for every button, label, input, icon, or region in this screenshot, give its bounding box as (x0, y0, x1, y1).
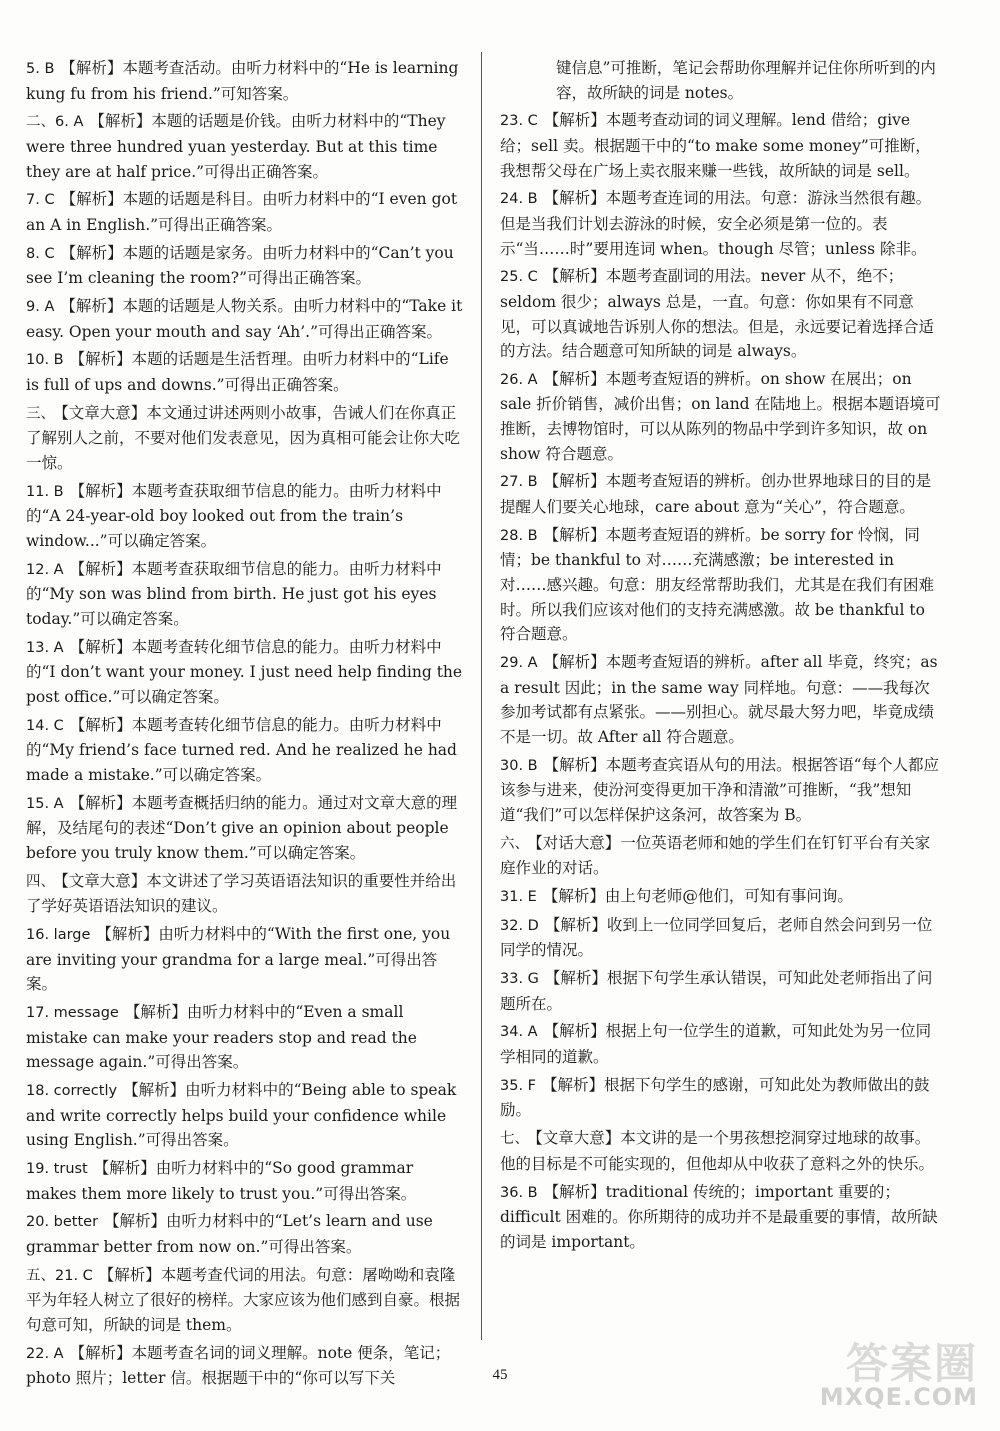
answer-explanation: 【解析】根据上句一位学生的道歉，可知此处为另一位同学相同的道歉。 (500, 1022, 932, 1066)
answer-explanation: 【解析】本题考查连词的用法。句意：游泳当然很有趣。但是当我们计划去游泳的时候，安全必须是第一位的。表示“当……时”要用连词 when。though 尽管；unless 除非。 (500, 189, 932, 258)
answer-number: 二、6. A (26, 114, 84, 131)
answer-explanation: 【解析】本题考查转化细节信息的能力。由听力材料中的“My friend’s face turned red. And he realized he had made a mistake.”可以确定答案。 (26, 715, 457, 784)
answer-entry (500, 913, 942, 963)
answer-entry (26, 187, 466, 237)
answer-number: 22. A (26, 1345, 64, 1362)
answer-explanation: 【解析】traditional 传统的；important 重要的；difficult 困难的。你所期待的成功并不是最重要的事情，故所缺的词是 important。 (500, 1182, 938, 1251)
answer-explanation: 【解析】本题考查名词的词义理解。note 便条，笔记；photo 照片；letter 信。根据题干中的“你可以写下关 (26, 1343, 451, 1388)
answer-explanation: 【解析】由听力材料中的“Being able to speak and write correctly helps build your confidence while using English.”可得出答案。 (26, 1080, 457, 1150)
answer-number: 七、 (500, 1131, 529, 1148)
answer-number: 23. C (500, 113, 538, 130)
answer-explanation: 【文章大意】本文讲述了学习英语语法知识的重要性并给出了学好英语语法知识的建议。 (26, 871, 457, 916)
answer-number: 四、 (26, 873, 55, 890)
answer-entry (500, 1073, 942, 1123)
answer-explanation: 【文章大意】本文通过讲述两则小故事，告诫人们在你真正了解别人之前，不要对他们发表意见，因为真相可能会让你大吃一惊。 (26, 403, 461, 473)
answer-number: 12. A (26, 561, 64, 578)
answer-number: 16. large (26, 927, 91, 944)
answer-entry (26, 1000, 466, 1075)
answer-entry (26, 1209, 466, 1259)
answer-entry (26, 241, 466, 291)
answer-entry (26, 109, 466, 184)
answer-explanation: 【解析】由听力材料中的“Even a small mistake can make your readers stop and read the message again.”可得出答案。 (26, 1003, 417, 1072)
answer-entry (500, 884, 942, 910)
answer-number: 14. C (26, 717, 64, 734)
answer-explanation: 【解析】由上句老师@他们，可知有事问询。 (542, 886, 853, 905)
answer-explanation: 【解析】根据下句学生的感谢，可知此处为教师做出的鼓励。 (500, 1075, 930, 1120)
answer-number: 8. C (26, 245, 55, 262)
answer-number: 7. C (26, 192, 55, 209)
answer-number: 13. A (26, 639, 64, 656)
answer-number: 三、 (26, 405, 55, 422)
answer-entry (500, 56, 942, 105)
answer-number: 28. B (500, 527, 538, 544)
answer-number: 34. A (500, 1024, 538, 1041)
answer-entry (500, 1180, 942, 1255)
answer-entry (26, 791, 466, 866)
answer-explanation: 【解析】本题考查转化细节信息的能力。由听力材料中的“I don’t want your money. I just need help finding the post office.”可以确定答案。 (26, 637, 463, 706)
answer-entry (26, 869, 466, 919)
answer-entry (500, 469, 942, 519)
answer-number: 35. F (500, 1077, 537, 1094)
watermark-text: 答案圈 (845, 1339, 978, 1388)
answer-number: 25. C (500, 269, 538, 286)
answer-explanation: 【解析】本题的话题是科目。由听力材料中的“I even got an A in English.”可得出正确答案。 (26, 190, 458, 234)
watermark-url: MXQE.COM (819, 1383, 978, 1411)
answer-number: 18. correctly (26, 1082, 118, 1099)
answer-number: 5. B (26, 61, 55, 77)
answer-entry (500, 1019, 942, 1069)
answer-explanation: 【文章大意】本文讲的是一个男孩想挖洞穿过地球的故事。他的目标是不可能实现的，但他却从中收获了意料之外的快乐。 (500, 1129, 935, 1173)
answer-explanation: 【解析】本题的话题是人物关系。由听力材料中的“Take it easy. Open your mouth and say ‘Ah’.”可得出正确答案。 (26, 297, 463, 341)
answer-explanation: 【解析】本题考查短语的辨析。be sorry for 怜悯，同情；be thankful to 对……充满感激；be interested in 对……感兴趣。句意：朋友经常帮助我们，尤其是在我们有困难时。所以我们应该对他们的支持充满感激。故 be thankful to 符合题意。 (500, 525, 935, 644)
watermark-logo (790, 1341, 978, 1413)
answer-number: 六、 (500, 835, 529, 852)
answer-entry (26, 713, 466, 788)
answer-number: 17. message (26, 1005, 119, 1021)
answer-number: 24. B (500, 191, 538, 208)
answer-explanation: 【解析】本题考查活动。由听力材料中的“He is learning kung fu from his friend.”可知答案。 (26, 59, 459, 103)
answer-explanation: 【对话大意】一位英语老师和她的学生们在钉钉平台有关家庭作业的对话。 (500, 833, 931, 878)
answer-entry (26, 635, 466, 710)
answer-entry (26, 922, 466, 997)
answer-entry (26, 1263, 466, 1338)
answer-number: 9. A (26, 299, 55, 316)
answer-number: 15. A (26, 795, 64, 812)
answer-entry (500, 831, 942, 881)
answer-explanation: 【解析】本题的话题是家务。由听力材料中的“Can’t you see I’m cleaning the room?”可得出正确答案。 (26, 243, 454, 288)
right-column (500, 56, 942, 1258)
answer-entry (26, 1156, 466, 1206)
answer-number: 五、21. C (26, 1267, 93, 1284)
answer-explanation: 【解析】本题的话题是生活哲理。由听力材料中的“Life is full of ups and downs.”可得出正确答案。 (26, 350, 449, 395)
answer-explanation: 【解析】本题考查获取细节信息的能力。由听力材料中的“My son was blind from birth. He just got his eyes today.”可以确定答案。 (26, 559, 442, 628)
answer-number: 20. better (26, 1214, 99, 1231)
answer-explanation: 【解析】由听力材料中的“With the first one, you are inviting your grandma for a large meal.”可得出答案。 (26, 925, 451, 994)
answer-entry (26, 557, 466, 632)
answer-entry (500, 1126, 942, 1176)
answer-explanation: 【解析】根据下句学生承认错误，可知此处老师指出了问题所在。 (500, 969, 933, 1013)
page-number: 45 (492, 1367, 508, 1383)
answer-number: 33. G (500, 971, 539, 988)
answer-explanation: 【解析】本题考查动词的词义理解。lend 借给；give 给；sell 卖。根据题干中的“to make some money”可推断，我想帮父母在广场上卖衣服来赚一些钱，故所缺的词是 sell。 (500, 111, 931, 180)
answer-number: 30. B (500, 757, 538, 774)
answer-entry (26, 56, 466, 106)
answer-number: 31. E (500, 888, 537, 905)
answer-explanation: 【解析】本题考查短语的辨析。after all 毕竟，终究；as a result 因此；in the same way 同样地。句意：——我每次参加考试都有点紧张。——别担心。就尽最大努力吧，毕竟成绩不是一切。故 After all 符合题意。 (500, 652, 938, 746)
answer-number: 10. B (26, 352, 64, 369)
answer-entry (26, 401, 466, 476)
answer-number: 19. trust (26, 1160, 88, 1177)
answer-explanation: 【解析】本题考查概括归纳的能力。通过对文章大意的理解，及结尾句的表述“Don’t give an opinion about people before you truly know them.”可以确定答案。 (26, 793, 458, 862)
answer-entry (500, 966, 942, 1016)
answer-explanation: 键信息”可推断，笔记会帮助你理解并记住你所听到的内容，故所缺的词是 notes。 (556, 59, 936, 102)
answer-entry (26, 479, 466, 554)
answer-number: 36. B (500, 1184, 538, 1201)
answer-entry (500, 108, 942, 183)
answer-entry (500, 753, 942, 828)
answer-explanation: 【解析】本题考查代词的用法。句意：屠呦呦和袁隆平为年轻人树立了很好的榜样。大家应该为他们感到自豪。根据句意可知，所缺的词是 them。 (26, 1265, 461, 1334)
answer-entry (500, 264, 942, 363)
answer-entry (26, 347, 466, 397)
answer-explanation: 【解析】本题考查宾语从句的用法。根据答语“每个人都应该参与进来，使汾河变得更加干净和清澈”可推断，“我”想知道“我们”可以怎样保护这条河，故答案为 B。 (500, 755, 940, 824)
left-column (26, 56, 466, 1394)
answer-explanation: 【解析】收到上一位同学回复后，老师自然会问到另一位同学的情况。 (500, 915, 933, 960)
answer-explanation: 【解析】本题考查获取细节信息的能力。由听力材料中的“A 24-year-old boy looked out from the train’s window...”可以确定答案。 (26, 481, 442, 550)
answer-number: 27. B (500, 474, 538, 491)
answer-entry (26, 294, 466, 344)
column-divider (481, 52, 482, 1340)
answer-explanation: 【解析】由听力材料中的“So good grammar makes them more likely to trust you.”可得出答案。 (26, 1158, 417, 1203)
answer-explanation: 【解析】本题考查短语的辨析。创办世界地球日的目的是提醒人们要关心地球，care about 意为“关心”，符合题意。 (500, 472, 932, 517)
answer-explanation: 【解析】本题的话题是价钱。由听力材料中的“They were three hundred yuan yesterday. But at this time they are at half price.”可得出正确答案。 (26, 112, 446, 181)
answer-entry (500, 186, 942, 261)
answer-entry (500, 523, 942, 647)
answer-entry (26, 1078, 466, 1153)
answer-explanation: 【解析】由听力材料中的“Let’s learn and use grammar better from now on.”可得出答案。 (26, 1212, 433, 1256)
answer-number: 29. A (500, 654, 538, 671)
answer-entry (500, 650, 942, 749)
answer-explanation: 【解析】本题考查副词的用法。never 从不，绝不；seldom 很少；always 总是，一直。句意：你如果有不同意见，可以真诚地告诉别人你的想法。但是，永远要记着选择合适的方法。结合题意可知所缺的词是 always。 (500, 267, 935, 361)
answer-number: 32. D (500, 917, 539, 934)
answer-number: 26. A (500, 371, 538, 388)
answer-explanation: 【解析】本题考查短语的辨析。on show 在展出；on sale 折价销售，减价出售；on land 在陆地上。根据本题语境可推断，去博物馆时，可以从陈列的物品中学到许多知识，故 on show 符合题意。 (500, 369, 941, 463)
answer-number: 11. B (26, 483, 64, 500)
answer-entry (500, 367, 942, 466)
